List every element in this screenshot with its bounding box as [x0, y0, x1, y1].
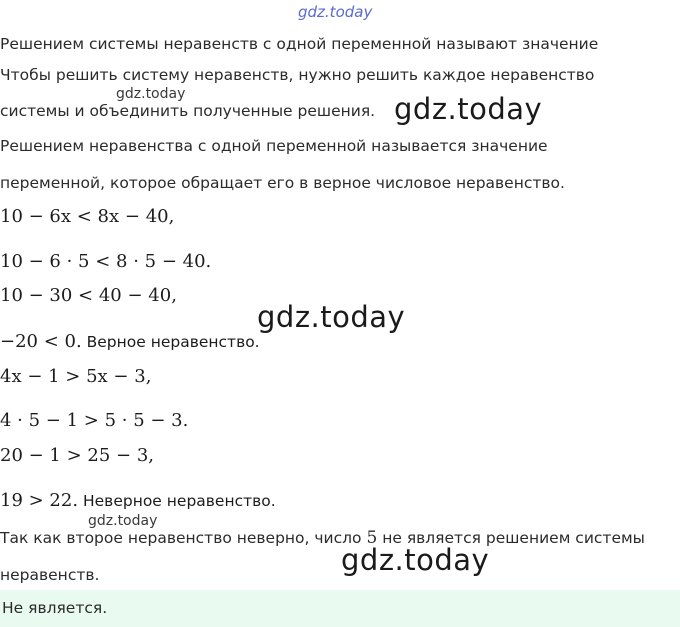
- math-line-6: 4 · 5 − 1 > 5 · 5 − 3.: [0, 410, 189, 431]
- math-line-1: 10 − 6x < 8x − 40,: [0, 206, 175, 227]
- math-line-4: [0, 331, 260, 353]
- answer-text: Не является.: [2, 599, 108, 617]
- math-expression-8: 19 > 22.: [0, 490, 79, 511]
- math-line-8: [0, 490, 276, 512]
- paragraph-line-5: переменной, которое обращает его в верное числовое неравенство.: [0, 174, 565, 192]
- watermark-big-3: gdz.today: [341, 543, 490, 577]
- paragraph-line-1: Решением системы неравенств с одной переменной называют значение: [0, 35, 599, 53]
- watermark-big-1: gdz.today: [394, 92, 543, 126]
- verdict-false: Неверное неравенство.: [78, 492, 276, 510]
- math-line-7: 20 − 1 > 25 − 3,: [0, 445, 155, 466]
- paragraph-line-2: Чтобы решить систему неравенств, нужно решить каждое неравенство: [0, 66, 595, 84]
- conclusion-line-2: неравенств.: [0, 566, 100, 584]
- answer-box: [0, 590, 680, 627]
- watermark-big-2: gdz.today: [257, 300, 406, 334]
- math-line-3: 10 − 30 < 40 − 40,: [0, 285, 177, 306]
- watermark-top: gdz.today: [298, 3, 373, 21]
- paragraph-line-3: системы и объединить полученные решения.: [0, 102, 376, 120]
- math-expression-4: −20 < 0.: [0, 331, 82, 352]
- paragraph-line-4: Решением неравенства с одной переменной называется значение: [0, 137, 548, 155]
- math-line-2: 10 − 6 · 5 < 8 · 5 − 40.: [0, 251, 212, 272]
- conclusion-text-end: не является решением системы: [377, 529, 645, 547]
- watermark-small-2: gdz.today: [88, 513, 158, 529]
- verdict-true: Верное неравенство.: [81, 333, 260, 351]
- conclusion-number: 5: [366, 528, 378, 548]
- watermark-small-1: gdz.today: [116, 86, 186, 102]
- math-line-5: 4x − 1 > 5x − 3,: [0, 366, 152, 387]
- conclusion-line-1: [0, 528, 645, 548]
- conclusion-text-start: Так как второе неравенство неверно, число: [0, 529, 367, 547]
